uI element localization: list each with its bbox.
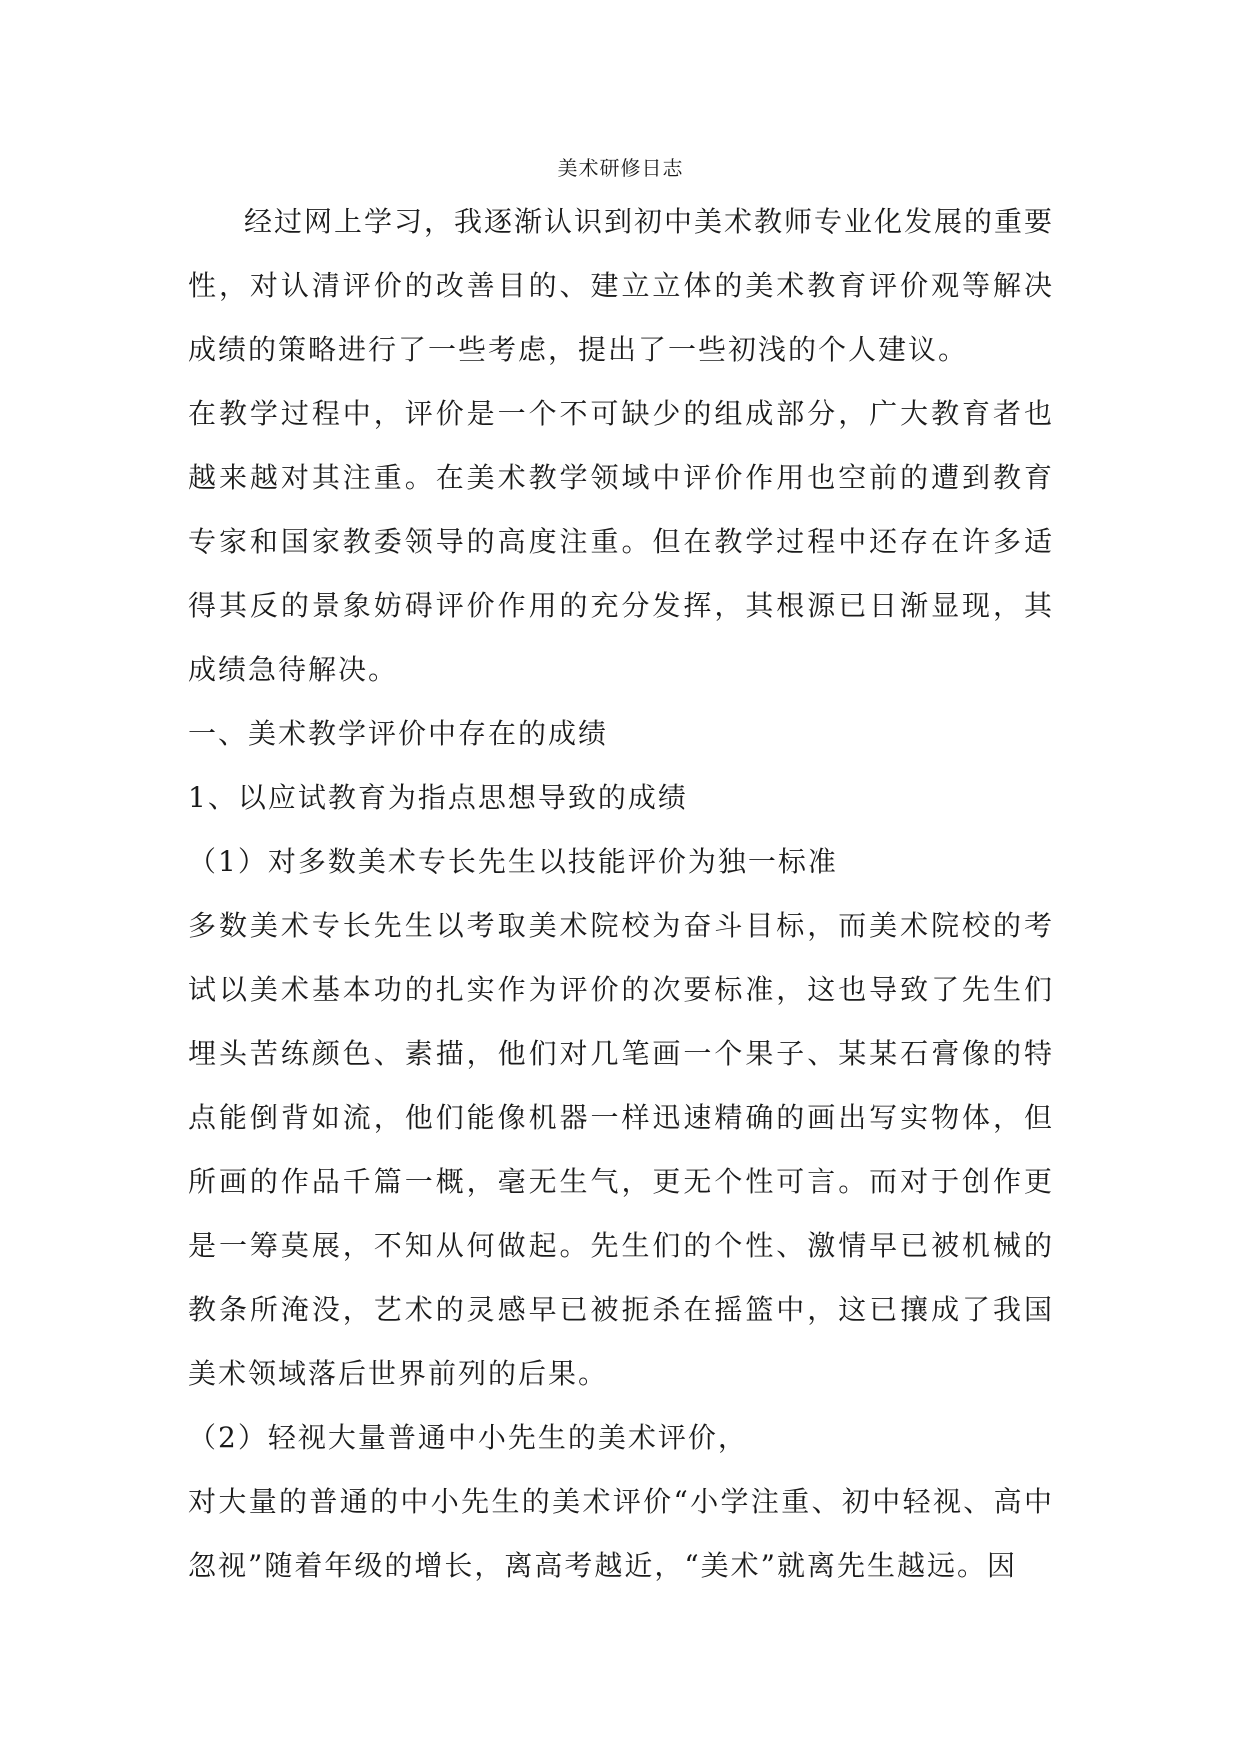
subsection-heading: 1、以应试教育为指点思想导致的成绩 [188, 781, 688, 814]
paragraph-intro: 经过网上学习，我逐渐认识到初中美术教师专业化发展的重要性，对认清评价的改善目的、建立立体的美术教育评价观等解决成绩的策略进行了一些考虑，提出了一些初浅的个人建议。 [188, 205, 1055, 366]
paragraph-context: 在教学过程中，评价是一个不可缺少的组成部分，广大教育者也越来越对其注重。在美术教学领域中评价作用也空前的遭到教育专家和国家教委领导的高度注重。但在教学过程中还存在许多适得其反的景象妨碍评价作用的充分发挥，其根源已日渐显现，其成绩急待解决。 [188, 397, 1054, 686]
paragraph-point-1: 多数美术专长先生以考取美术院校为奋斗目标，而美术院校的考试以美术基本功的扎实作为评价的次要标准，这也导致了先生们埋头苦练颜色、素描，他们对几笔画一个果子、某某石膏像的特点能倒背如流，他们能像机器一样迅速精确的画出写实物体，但所画的作品千篇一概，毫无生气，更无个性可言。而对于创作更是一筹莫展，不知从何做起。先生们的个性、激情早已被机械的教条所淹没，艺术的灵感早已被扼杀在摇篮中，这已攘成了我国美术领域落后世界前列的后果。 [188, 909, 1054, 1390]
page-title: 美术研修日志 [557, 156, 684, 180]
point-heading-2: （2）轻视大量普通中小先生的美术评价， [188, 1421, 748, 1454]
section-heading: 一、美术教学评价中存在的成绩 [188, 717, 609, 750]
document-body [188, 190, 1054, 1598]
paragraph-point-2: 对大量的普通的中小先生的美术评价“小学注重、初中轻视、高中忽视”随着年级的增长，离高考越近，“美术”就离先生越远。因 [188, 1485, 1054, 1582]
point-heading-1: （1）对多数美术专长先生以技能评价为独一标准 [188, 845, 838, 878]
